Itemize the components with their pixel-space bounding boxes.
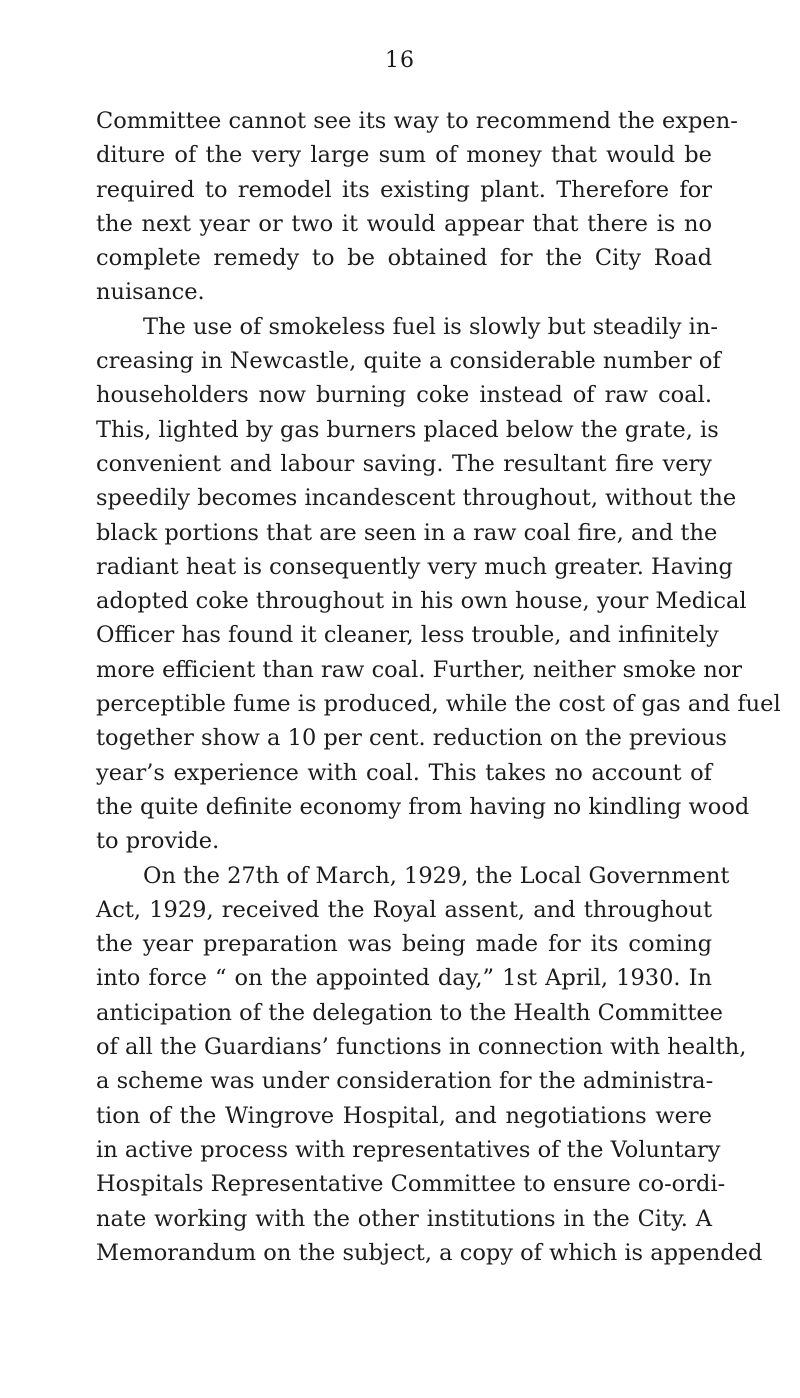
text-line: Hospitals Representative Committee to ensure co-ordi- — [96, 1171, 726, 1198]
text-line: creasing in Newcastle, quite a considerable number of — [96, 348, 721, 375]
text-line: On the 27th of March, 1929, the Local Government — [143, 862, 730, 889]
text-line: radiant heat is consequently very much greater. Having — [96, 553, 733, 580]
body-text — [96, 104, 781, 1270]
text-line: together show a 10 per cent. reduction on the previous — [96, 725, 727, 752]
paragraph-1 — [96, 104, 738, 310]
text-line: into force “ on the appointed day,” 1st April, 1930. In — [96, 965, 712, 992]
text-line: Memorandum on the subject, a copy of which is appended — [96, 1239, 763, 1266]
text-line: of all the Guardians’ functions in connection with health, — [96, 1034, 747, 1061]
text-line: speedily becomes incandescent throughout, without the — [96, 485, 737, 512]
text-line: householders now burning coke instead of raw coal. — [96, 382, 712, 409]
text-line: convenient and labour saving. The resultant fire very — [96, 450, 712, 477]
text-line: Committee cannot see its way to recommend the expen- — [96, 108, 738, 134]
text-line: nate working with the other institutions in the City. A — [96, 1205, 712, 1232]
text-line: anticipation of the delegation to the Health Committee — [96, 999, 724, 1026]
text-line: the year preparation was being made for its coming — [96, 931, 712, 958]
paragraph-2 — [96, 310, 781, 859]
paragraph-3 — [96, 859, 763, 1271]
text-line: in active process with representatives of the Voluntary — [96, 1136, 721, 1163]
text-line: to provide. — [96, 828, 220, 855]
text-line: diture of the very large sum of money that would be — [96, 142, 712, 169]
text-line: more efficient than raw coal. Further, neither smoke nor — [96, 656, 743, 683]
text-line: Act, 1929, received the Royal assent, and throughout — [96, 896, 712, 923]
text-line: The use of smokeless fuel is slowly but steadily in- — [143, 313, 718, 340]
text-line: perceptible fume is produced, while the cost of gas and fuel — [96, 691, 781, 718]
text-line: adopted coke throughout in his own house, your Medical — [96, 588, 747, 615]
text-line: tion of the Wingrove Hospital, and negotiations were — [96, 1102, 712, 1129]
text-line: complete remedy to be obtained for the City Road — [96, 245, 712, 272]
text-line: This, lighted by gas burners placed below the grate, is — [96, 416, 719, 443]
text-line: required to remodel its existing plant. Therefore for — [96, 176, 712, 203]
text-line: a scheme was under consideration for the administra- — [96, 1068, 714, 1095]
text-line: nuisance. — [96, 279, 205, 306]
page-number: 16 — [385, 48, 415, 73]
text-line: the next year or two it would appear that there is no — [96, 210, 712, 237]
text-line: year’s experience with coal. This takes no account of — [96, 759, 712, 786]
text-line: black portions that are seen in a raw coal fire, and the — [96, 519, 718, 546]
text-line: the quite definite economy from having no kindling wood — [96, 793, 750, 820]
text-line: Officer has found it cleaner, less trouble, and infinitely — [96, 622, 719, 649]
